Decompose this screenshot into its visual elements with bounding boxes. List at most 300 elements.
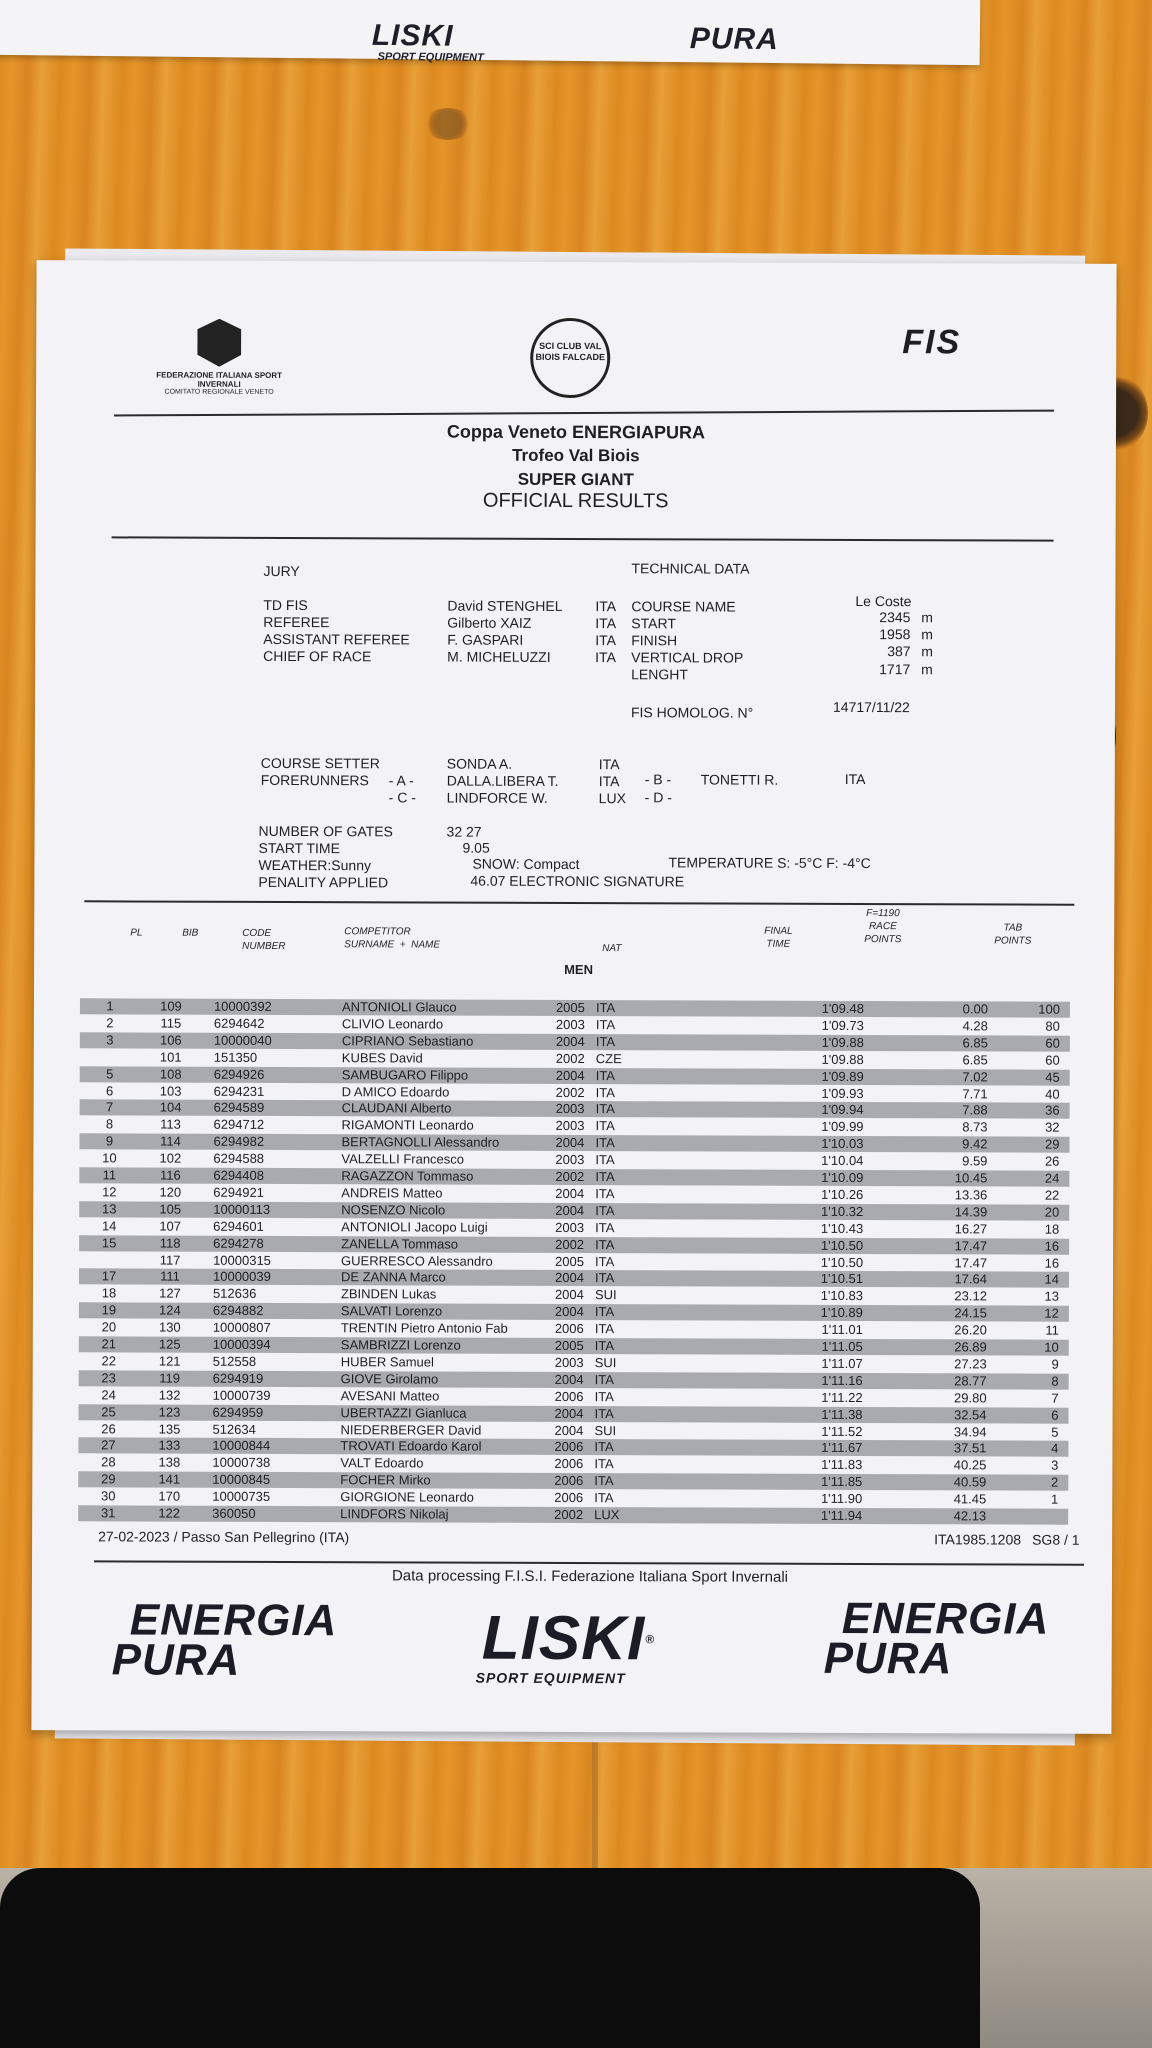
col-race-points: F=1190 RACE POINTS bbox=[864, 908, 902, 946]
cell-race-points: 17.64 bbox=[954, 1271, 988, 1287]
cell-nat: ITA bbox=[595, 1185, 615, 1202]
sponsor-liski bbox=[475, 1603, 656, 1687]
fisi-logo-sub: COMITATO REGIONALE VENETO bbox=[164, 388, 274, 396]
cell-tab-points: 40 bbox=[1045, 1086, 1060, 1102]
cell-tab-points: 9 bbox=[1051, 1356, 1059, 1372]
cell-code: 10000392 bbox=[213, 998, 272, 1014]
cell-time: 1'10.26 bbox=[821, 1186, 864, 1202]
cell-name: ZBINDEN Lukas bbox=[340, 1286, 437, 1302]
cell-time: 1'10.03 bbox=[821, 1136, 864, 1152]
start-time-value: 9.05 bbox=[462, 839, 490, 856]
cell-year: 2006 bbox=[554, 1439, 584, 1455]
cell-tab-points: 60 bbox=[1045, 1052, 1060, 1068]
cell-nat: ITA bbox=[595, 1067, 616, 1083]
forerunner-nat: ITA bbox=[844, 770, 866, 788]
cell-bib: 121 bbox=[158, 1353, 181, 1369]
results-title: OFFICIAL RESULTS bbox=[482, 489, 669, 513]
cell-name: HUBER Samuel bbox=[340, 1354, 434, 1370]
cell-bib: 115 bbox=[160, 1015, 182, 1031]
cell-time: 1'10.43 bbox=[820, 1220, 864, 1236]
cell-year: 2003 bbox=[555, 1219, 585, 1235]
cell-time: 1'09.93 bbox=[821, 1085, 864, 1101]
cell-name: GUERRESCO Alessandro bbox=[341, 1252, 493, 1269]
cell-name: D AMICO Edoardo bbox=[341, 1083, 450, 1100]
cell-nat: ITA bbox=[595, 1101, 615, 1117]
homolog-value: 14717/11/22 bbox=[832, 698, 910, 716]
cell-year: 2003 bbox=[555, 1118, 585, 1134]
cell-pl: 27 bbox=[101, 1437, 116, 1453]
race-code: ITA1985.1208 bbox=[934, 1531, 1022, 1548]
cell-bib: 135 bbox=[158, 1421, 181, 1437]
forerunner-tag: - C - bbox=[388, 789, 416, 806]
cell-race-points: 26.20 bbox=[954, 1322, 987, 1338]
cell-nat: ITA bbox=[594, 1490, 614, 1506]
cell-bib: 103 bbox=[159, 1083, 182, 1099]
course-setter-label: COURSE SETTER bbox=[260, 754, 380, 772]
cell-race-points: 34.94 bbox=[953, 1423, 987, 1439]
cell-tab-points: 2 bbox=[1051, 1474, 1059, 1490]
cell-pl: 7 bbox=[105, 1099, 114, 1115]
divider bbox=[112, 536, 1054, 541]
cell-time: 1'11.16 bbox=[821, 1372, 863, 1388]
cell-code: 6294919 bbox=[212, 1370, 264, 1386]
cell-bib: 170 bbox=[158, 1488, 181, 1504]
sciclub-logo-text: SCI CLUB VAL BIOIS FALCADE bbox=[535, 340, 606, 363]
cell-race-points: 24.15 bbox=[954, 1305, 987, 1321]
cell-year: 2006 bbox=[554, 1388, 584, 1404]
cell-year: 2002 bbox=[555, 1050, 585, 1066]
cell-code: 6294642 bbox=[213, 1015, 265, 1031]
cell-code: 6294959 bbox=[212, 1404, 264, 1420]
cell-nat: ITA bbox=[595, 1253, 615, 1269]
cell-code: 10000844 bbox=[212, 1438, 271, 1454]
cell-nat: ITA bbox=[595, 1135, 615, 1151]
cell-tab-points: 6 bbox=[1051, 1407, 1059, 1423]
cell-name: DE ZANNA Marco bbox=[340, 1269, 446, 1285]
fis-logo: FIS bbox=[902, 323, 962, 362]
cell-code: 512636 bbox=[212, 1286, 257, 1302]
cell-bib: 104 bbox=[159, 1099, 182, 1116]
cell-year: 2005 bbox=[555, 1253, 585, 1269]
cell-race-points: 9.42 bbox=[962, 1136, 988, 1152]
tech-value: 2345 bbox=[879, 609, 911, 626]
cell-tab-points: 5 bbox=[1051, 1424, 1059, 1440]
cell-bib: 123 bbox=[158, 1404, 181, 1420]
cell-time: 1'10.51 bbox=[820, 1271, 864, 1287]
cell-race-points: 28.77 bbox=[954, 1373, 987, 1389]
cell-year: 2004 bbox=[555, 1067, 585, 1083]
trophy-title: Trofeo Val Biois bbox=[512, 445, 640, 466]
penalty-label: PENALITY APPLIED bbox=[258, 873, 389, 891]
sciclub-logo bbox=[530, 318, 610, 398]
cell-tab-points: 32 bbox=[1045, 1119, 1060, 1135]
cell-nat: ITA bbox=[594, 1270, 615, 1286]
cell-pl: 31 bbox=[100, 1505, 116, 1521]
cell-tab-points: 20 bbox=[1044, 1204, 1060, 1220]
jury-nat: ITA bbox=[595, 598, 617, 615]
cell-name: KUBES David bbox=[341, 1049, 423, 1066]
cell-time: 1'09.94 bbox=[821, 1102, 864, 1118]
cell-pl: 17 bbox=[101, 1268, 117, 1284]
cell-tab-points: 10 bbox=[1044, 1339, 1059, 1355]
cell-code: 10000113 bbox=[213, 1201, 271, 1217]
cell-pl: 2 bbox=[106, 1015, 114, 1031]
forerunner-tag: - D - bbox=[644, 789, 672, 806]
course-setter-nat: ITA bbox=[598, 756, 620, 773]
cell-nat: ITA bbox=[594, 1473, 614, 1489]
cell-nat: CZE bbox=[595, 1050, 622, 1066]
jury-name: M. MICHELUZZI bbox=[447, 648, 551, 665]
cell-name: CIPRIANO Sebastiano bbox=[341, 1032, 474, 1049]
cell-time: 1'11.05 bbox=[821, 1338, 863, 1355]
gates-label: NUMBER OF GATES bbox=[258, 822, 393, 840]
cell-tab-points: 12 bbox=[1044, 1305, 1059, 1321]
cell-race-points: 40.25 bbox=[953, 1457, 987, 1473]
top-sheet-liski-logo: LISKI bbox=[371, 18, 454, 53]
forerunner-name: TONETTI R. bbox=[700, 771, 779, 788]
start-time-label: START TIME bbox=[258, 839, 340, 857]
col-nat: NAT bbox=[602, 943, 622, 955]
cell-bib: 102 bbox=[159, 1150, 182, 1166]
technical-heading: TECHNICAL DATA bbox=[631, 560, 750, 577]
cell-pl: 12 bbox=[102, 1184, 117, 1200]
cell-time: 1'10.89 bbox=[820, 1305, 863, 1321]
cell-time: 1'11.01 bbox=[821, 1321, 863, 1338]
cell-name: CLAUDANI Alberto bbox=[341, 1100, 452, 1116]
cell-code: 512558 bbox=[212, 1353, 257, 1369]
cell-bib: 105 bbox=[159, 1201, 182, 1217]
cell-race-points: 17.47 bbox=[954, 1254, 988, 1270]
cell-year: 2002 bbox=[555, 1236, 585, 1252]
cell-year: 2004 bbox=[555, 1033, 585, 1049]
cell-name: ANDREIS Matteo bbox=[341, 1185, 443, 1201]
table-row bbox=[78, 1505, 1068, 1524]
cell-tab-points: 13 bbox=[1044, 1288, 1059, 1304]
cell-race-points: 14.39 bbox=[954, 1204, 988, 1220]
cell-bib: 107 bbox=[159, 1218, 182, 1234]
cell-pl: 29 bbox=[101, 1471, 116, 1487]
cell-name: VALT Edoardo bbox=[340, 1455, 424, 1471]
cell-pl: 15 bbox=[101, 1234, 117, 1250]
cell-code: 6294982 bbox=[213, 1133, 265, 1150]
cell-bib: 118 bbox=[159, 1235, 181, 1251]
cell-bib: 108 bbox=[159, 1066, 182, 1082]
cell-pl: 10 bbox=[102, 1150, 117, 1166]
cell-code: 10000807 bbox=[212, 1319, 271, 1336]
cell-tab-points: 16 bbox=[1044, 1238, 1060, 1254]
cell-year: 2004 bbox=[555, 1135, 585, 1151]
cell-name: GIORGIONE Leonardo bbox=[340, 1489, 474, 1505]
cell-bib: 127 bbox=[159, 1285, 181, 1301]
cell-name: AVESANI Matteo bbox=[340, 1387, 440, 1404]
cell-time: 1'11.90 bbox=[820, 1490, 863, 1507]
forerunner-tag: - A - bbox=[388, 772, 414, 789]
cell-year: 2006 bbox=[554, 1456, 584, 1472]
cell-time: 1'09.89 bbox=[821, 1068, 864, 1084]
cell-race-points: 17.47 bbox=[954, 1237, 988, 1254]
cell-bib: 124 bbox=[159, 1302, 181, 1318]
cell-nat: ITA bbox=[595, 1000, 616, 1016]
cell-code: 6294408 bbox=[213, 1167, 265, 1183]
person-shadow bbox=[0, 1868, 980, 2048]
gates-value: 32 27 bbox=[446, 823, 482, 840]
cell-nat: ITA bbox=[595, 1118, 615, 1134]
cell-time: 1'09.48 bbox=[821, 1000, 864, 1017]
cell-bib: 101 bbox=[159, 1049, 182, 1065]
cell-nat: ITA bbox=[595, 1169, 615, 1185]
cell-pl: 28 bbox=[101, 1454, 116, 1470]
course-setter-name: SONDA A. bbox=[446, 755, 513, 772]
cell-name: TROVATI Edoardo Karol bbox=[340, 1438, 482, 1455]
jury-role: REFEREE bbox=[263, 613, 330, 631]
cell-nat: ITA bbox=[594, 1304, 615, 1320]
cell-time: 1'09.99 bbox=[821, 1119, 864, 1135]
cell-code: 360050 bbox=[212, 1505, 256, 1521]
cell-tab-points: 18 bbox=[1044, 1221, 1060, 1237]
cell-tab-points: 1 bbox=[1050, 1491, 1059, 1507]
cell-year: 2003 bbox=[554, 1354, 584, 1370]
cell-name: TRENTIN Pietro Antonio Fab bbox=[340, 1320, 508, 1336]
cell-tab-points: 8 bbox=[1051, 1373, 1059, 1389]
cell-tab-points: 60 bbox=[1045, 1035, 1060, 1051]
jury-nat: ITA bbox=[595, 632, 617, 649]
cell-year: 2006 bbox=[554, 1490, 584, 1506]
cell-name: NOSENZO Nicolo bbox=[341, 1201, 446, 1218]
cell-year: 2002 bbox=[555, 1168, 585, 1185]
cell-time: 1'11.94 bbox=[820, 1507, 863, 1524]
cell-code: 10000040 bbox=[213, 1032, 272, 1048]
cell-time: 1'10.50 bbox=[820, 1237, 864, 1253]
cell-year: 2002 bbox=[555, 1084, 585, 1100]
cell-pl: 6 bbox=[106, 1082, 114, 1098]
cell-nat: ITA bbox=[594, 1338, 615, 1354]
cell-time: 1'11.07 bbox=[821, 1355, 863, 1371]
cell-nat: ITA bbox=[595, 1033, 616, 1049]
cell-tab-points: 16 bbox=[1044, 1255, 1060, 1271]
forerunner-nat: ITA bbox=[598, 773, 620, 790]
jury-name: F. GASPARI bbox=[447, 631, 524, 648]
cell-nat: ITA bbox=[594, 1456, 614, 1472]
cell-tab-points: 14 bbox=[1044, 1272, 1060, 1288]
tech-unit: m bbox=[921, 609, 934, 626]
wood-knot bbox=[424, 108, 472, 140]
cell-race-points: 26.89 bbox=[954, 1339, 987, 1355]
cell-year: 2004 bbox=[555, 1202, 585, 1218]
cell-name: CLIVIO Leonardo bbox=[341, 1016, 444, 1032]
event-title: Coppa Veneto ENERGIAPURA bbox=[446, 421, 706, 443]
cell-tab-points: 26 bbox=[1044, 1153, 1060, 1169]
cell-time: 1'11.22 bbox=[821, 1389, 863, 1405]
cell-race-points: 32.54 bbox=[953, 1406, 987, 1423]
cell-pl: 24 bbox=[101, 1387, 116, 1403]
col-competitor: COMPETITOR SURNAME + NAME bbox=[344, 926, 441, 951]
sponsor-left-line1: ENERGIA bbox=[129, 1595, 338, 1646]
cell-year: 2004 bbox=[554, 1405, 584, 1421]
cell-code: 10000845 bbox=[212, 1471, 271, 1488]
cell-bib: 109 bbox=[160, 998, 182, 1014]
cell-time: 1'11.83 bbox=[821, 1457, 863, 1473]
cell-name: GIOVE Girolamo bbox=[340, 1370, 439, 1387]
cell-time: 1'10.32 bbox=[820, 1203, 864, 1219]
divider bbox=[94, 1560, 1084, 1565]
cell-name: ZANELLA Tommaso bbox=[341, 1235, 458, 1252]
sponsor-left-line2: PURA bbox=[111, 1635, 241, 1685]
col-tab-points: TAB POINTS bbox=[994, 922, 1032, 947]
results-sheet bbox=[31, 260, 1116, 1734]
jury-name: Gilberto XAIZ bbox=[447, 614, 532, 631]
tech-label: FINISH bbox=[631, 632, 678, 649]
cell-code: 6294601 bbox=[213, 1218, 264, 1234]
sponsor-right-line1: ENERGIA bbox=[841, 1593, 1050, 1644]
cell-year: 2006 bbox=[554, 1473, 584, 1489]
weather-label: WEATHER:Sunny bbox=[258, 856, 372, 874]
jury-role: CHIEF OF RACE bbox=[263, 647, 372, 665]
cell-nat: SUI bbox=[594, 1354, 617, 1371]
forerunner-name: LINDFORCE W. bbox=[446, 789, 548, 806]
cell-race-points: 8.73 bbox=[962, 1119, 988, 1135]
cell-code: 6294926 bbox=[213, 1066, 265, 1082]
cell-nat: ITA bbox=[595, 1202, 615, 1218]
cell-year: 2002 bbox=[554, 1506, 584, 1523]
plank-seam bbox=[592, 1730, 598, 1870]
cell-bib: 125 bbox=[158, 1336, 181, 1352]
cell-race-points: 4.28 bbox=[962, 1018, 988, 1034]
cell-time: 1'11.52 bbox=[821, 1423, 863, 1439]
cell-pl: 3 bbox=[106, 1032, 114, 1048]
cell-bib: 122 bbox=[158, 1505, 181, 1521]
tech-label: LENGHT bbox=[631, 666, 688, 683]
sponsor-energiapura-right bbox=[823, 1593, 1050, 1684]
cell-code: 10000738 bbox=[212, 1455, 271, 1471]
cell-bib: 133 bbox=[158, 1437, 181, 1454]
tech-label: START bbox=[631, 615, 676, 632]
cell-name: BERTAGNOLLI Alessandro bbox=[341, 1134, 500, 1150]
page-number: SG8 / 1 bbox=[1032, 1531, 1080, 1548]
col-bib: BIB bbox=[182, 927, 199, 939]
cell-race-points: 27.23 bbox=[954, 1356, 987, 1372]
forerunner-nat: LUX bbox=[598, 790, 626, 807]
tech-value: Le Coste bbox=[855, 592, 912, 610]
cell-year: 2004 bbox=[554, 1422, 584, 1438]
cell-pl: 9 bbox=[105, 1133, 114, 1149]
cell-nat: ITA bbox=[595, 1016, 616, 1033]
cell-code: 10000735 bbox=[212, 1488, 271, 1505]
tech-label: VERTICAL DROP bbox=[631, 649, 744, 666]
jury-nat: ITA bbox=[595, 649, 616, 666]
cell-tab-points: 29 bbox=[1044, 1136, 1060, 1152]
cell-nat: ITA bbox=[594, 1371, 614, 1387]
cell-code: 6294589 bbox=[213, 1100, 265, 1116]
cell-pl: 21 bbox=[101, 1336, 117, 1352]
cell-year: 2004 bbox=[554, 1304, 584, 1320]
cell-race-points: 7.71 bbox=[962, 1085, 988, 1101]
cell-code: 10000315 bbox=[213, 1252, 271, 1268]
cell-code: 10000394 bbox=[212, 1336, 271, 1352]
cell-year: 2005 bbox=[555, 999, 585, 1016]
cell-name: UBERTAZZI Gianluca bbox=[340, 1404, 467, 1421]
cell-code: 10000739 bbox=[212, 1387, 271, 1403]
cell-code: 6294278 bbox=[213, 1235, 264, 1251]
cell-bib: 111 bbox=[160, 1268, 180, 1285]
cell-tab-points: 7 bbox=[1051, 1390, 1059, 1406]
cell-race-points: 16.27 bbox=[954, 1221, 988, 1237]
divider bbox=[114, 410, 1054, 417]
fisi-logo bbox=[154, 319, 284, 396]
cell-code: 512634 bbox=[212, 1421, 256, 1437]
cell-time: 1'09.88 bbox=[821, 1034, 864, 1050]
cell-bib: 106 bbox=[159, 1032, 182, 1048]
cell-tab-points: 22 bbox=[1044, 1187, 1060, 1203]
cell-name: RAGAZZON Tommaso bbox=[341, 1168, 474, 1184]
cell-name: LINDFORS Nikolaj bbox=[340, 1506, 449, 1522]
cell-time: 1'09.88 bbox=[821, 1051, 864, 1067]
cell-race-points: 6.85 bbox=[962, 1052, 988, 1068]
cell-race-points: 0.00 bbox=[962, 1001, 988, 1017]
cell-tab-points: 11 bbox=[1045, 1322, 1059, 1338]
cell-year: 2005 bbox=[554, 1337, 584, 1354]
date-place: 27-02-2023 / Passo San Pellegrino (ITA) bbox=[98, 1528, 350, 1546]
cell-pl: 25 bbox=[101, 1403, 116, 1419]
cell-name: SAMBUGARO Filippo bbox=[341, 1066, 469, 1083]
jury-heading: JURY bbox=[263, 562, 300, 580]
cell-name: NIEDERBERGER David bbox=[340, 1421, 482, 1438]
cell-race-points: 7.88 bbox=[962, 1102, 988, 1118]
cell-pl: 18 bbox=[101, 1285, 117, 1301]
tech-unit: m bbox=[921, 661, 933, 678]
cell-tab-points: 45 bbox=[1045, 1069, 1060, 1085]
cell-bib: 141 bbox=[158, 1471, 181, 1487]
cell-race-points: 10.45 bbox=[954, 1170, 988, 1186]
cell-pl: 20 bbox=[101, 1319, 117, 1335]
cell-time: 1'11.67 bbox=[821, 1440, 863, 1456]
cell-race-points: 23.12 bbox=[954, 1288, 987, 1304]
cell-pl: 26 bbox=[101, 1420, 116, 1436]
jury-role: ASSISTANT REFEREE bbox=[263, 630, 410, 648]
penalty-value: 46.07 ELECTRONIC SIGNATURE bbox=[470, 872, 685, 890]
cell-year: 2004 bbox=[554, 1287, 584, 1303]
cell-time: 1'10.09 bbox=[821, 1169, 864, 1186]
cell-bib: 138 bbox=[158, 1454, 181, 1470]
cell-pl: 11 bbox=[102, 1167, 117, 1183]
cell-name: SALVATI Lorenzo bbox=[340, 1303, 443, 1319]
snow-label: SNOW: Compact bbox=[472, 855, 580, 873]
cell-year: 2003 bbox=[555, 1152, 585, 1168]
cell-code: 151350 bbox=[213, 1049, 258, 1065]
cell-name: ANTONIOLI Glauco bbox=[341, 999, 457, 1015]
cell-name: ANTONIOLI Jacopo Luigi bbox=[341, 1218, 488, 1235]
cell-bib: 117 bbox=[159, 1252, 181, 1268]
cell-tab-points: 4 bbox=[1051, 1441, 1059, 1457]
tech-unit: m bbox=[921, 643, 933, 660]
cell-time: 1'11.85 bbox=[821, 1474, 863, 1490]
cell-nat: SUI bbox=[594, 1422, 617, 1438]
data-processing: Data processing F.I.S.I. Federazione Italiana Sport Invernali bbox=[391, 1567, 789, 1586]
cell-nat: LUX bbox=[594, 1507, 620, 1523]
forerunners-label: FORERUNNERS bbox=[260, 771, 369, 789]
cell-race-points: 42.13 bbox=[953, 1508, 987, 1524]
cell-time: 1'09.73 bbox=[821, 1017, 864, 1033]
cell-nat: ITA bbox=[595, 1236, 615, 1252]
cell-year: 2004 bbox=[555, 1185, 585, 1201]
cell-code: 6294712 bbox=[213, 1117, 265, 1133]
col-pl: PL bbox=[130, 927, 143, 939]
cell-nat: SUI bbox=[594, 1287, 617, 1303]
cell-tab-points: 3 bbox=[1051, 1457, 1059, 1473]
top-sheet-pura-logo: PURA bbox=[689, 22, 779, 57]
cell-time: 1'11.38 bbox=[821, 1406, 863, 1422]
cell-code: 6294588 bbox=[213, 1150, 265, 1167]
cell-bib: 120 bbox=[159, 1184, 182, 1200]
